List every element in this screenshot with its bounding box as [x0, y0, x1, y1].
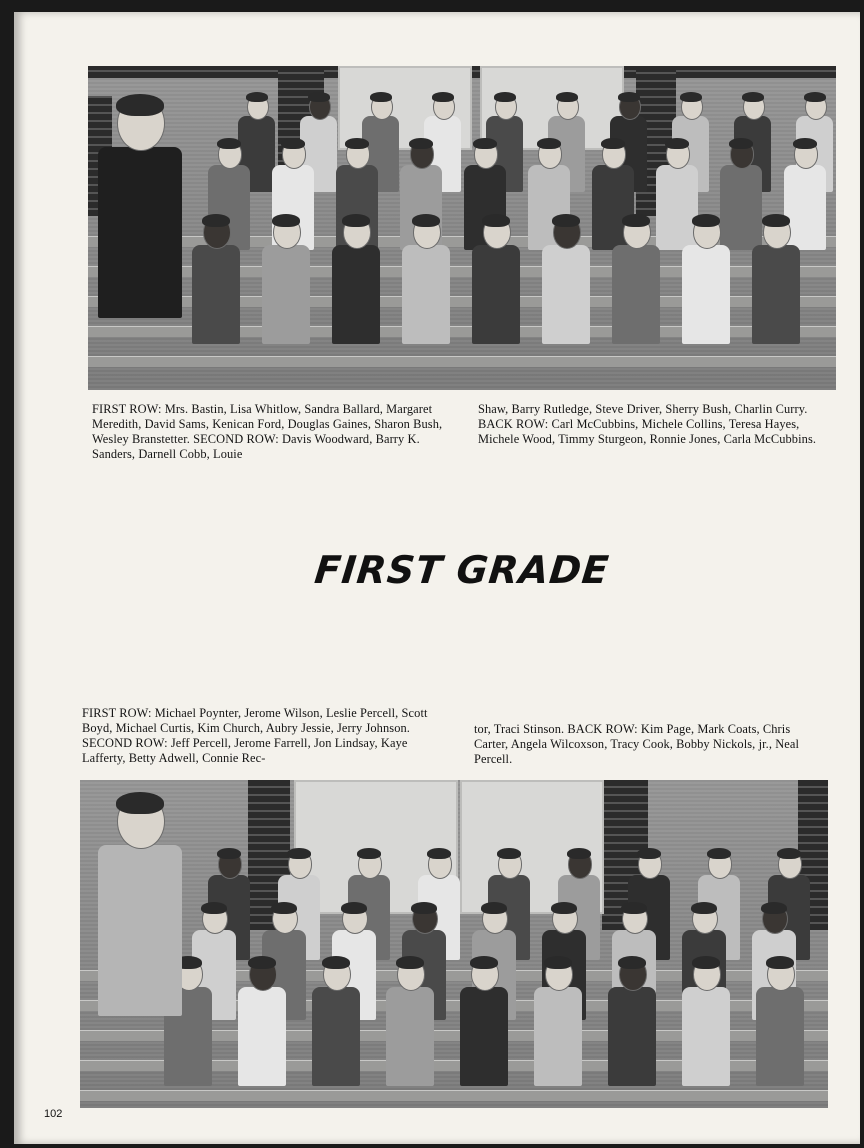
page-number: 102	[44, 1108, 63, 1120]
section-title: FIRST GRADE	[312, 548, 612, 592]
bottom-caption-left: FIRST ROW: Michael Poynter, Jerome Wilson, Leslie Percell, Scott Boyd, Michael Curtis, Kim Church, Aubry Jessie, Jerry Johnson. SECOND ROW: Jeff Percell, Jerome Farrell, Jon Lindsay, Kaye Lafferty, Betty Adwell, Connie Rec-	[82, 706, 428, 765]
bottom-caption-right: tor, Traci Stinson. BACK ROW: Kim Page, Mark Coats, Chris Carter, Angela Wilcoxson, Tracy Cook, Bobby Nickols, jr., Neal Percell.	[474, 722, 800, 766]
top-caption-right: Shaw, Barry Rutledge, Steve Driver, Sherry Bush, Charlin Curry. BACK ROW: Carl McCubbins, Michele Collins, Teresa Hayes, Michele Wood, Timmy Sturgeon, Ronnie Jones, Carla McCubbins.	[478, 402, 817, 446]
class-photo-top	[88, 66, 836, 390]
top-caption-left: FIRST ROW: Mrs. Bastin, Lisa Whitlow, Sandra Ballard, Margaret Meredith, David Sams, Kenican Ford, Douglas Gaines, Sharon Bush, Wesley Branstetter. SECOND ROW: Davis Woodward, Barry K. Sanders, Darnell Cobb, Louie	[92, 402, 443, 461]
class-photo-bottom	[80, 780, 828, 1108]
